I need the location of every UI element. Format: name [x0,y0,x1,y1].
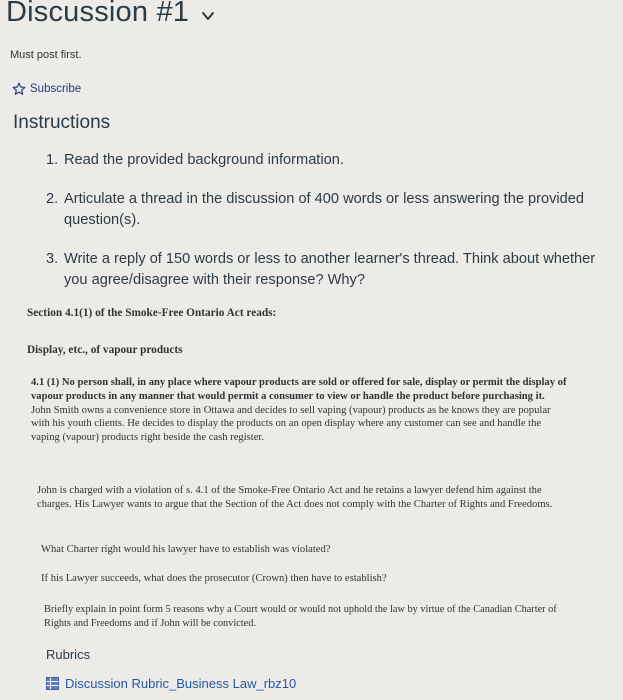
list-item: 2. Articulate a thread in the discussion of 400 words or less answering the provided question(s). [46,191,584,228]
list-item: 3. Write a reply of 150 words or less to another learner's thread. Think about whether you agree/disagree with their response? Why? [46,251,596,288]
subscribe-label: Subscribe [30,83,82,95]
table-icon [46,677,59,690]
display-heading: Display, etc., of vapour products [27,344,183,356]
chevron-down-icon[interactable] [201,9,215,23]
provision-text: 4.1 (1) No person shall, in any place where vapour products are sold or offered for sale, display or permit the display of vapour products in any manner that would permit a consumer to view or handle the product before purchasing it. [31,377,567,402]
rubric-link[interactable] [46,676,296,691]
page-header [6,0,215,29]
question-2: If his Lawyer succeeds, what does the prosecutor (Crown) then have to establish? [41,573,387,584]
scenario-text: John Smith owns a convenience store in Ottawa and decides to sell vaping (vapour) products as he knows they are popular with his youth clients. He decides to display the products on an open display where any customer can see and handle the vaping (vapour) products right beside the cash register. [31,404,551,444]
charge-text: John is charged with a violation of s. 4.1 of the Smoke-Free Ontario Act and he retains a lawyer defend him against the charges. His Lawyer wants to argue that the Section of the Act does not comply with the Charter of Rights and Freedoms. [37,485,553,510]
list-item: 1. Read the provided background information. [46,152,344,168]
star-icon [12,82,26,96]
rubric-link-label: Discussion Rubric_Business Law_rbz10 [65,676,297,691]
instructions-heading: Instructions [13,112,111,133]
provision-and-scenario [31,376,571,445]
question-3: Briefly explain in point form 5 reasons why a Court would or would not uphold the law by virtue of the Canadian Charter of Rights and Freedoms and if John will be convicted. [44,604,557,629]
rubrics-heading: Rubrics [46,647,91,662]
section-heading: Section 4.1(1) of the Smoke-Free Ontario Act reads: [27,307,277,319]
subscribe-button[interactable] [12,82,81,96]
must-post-first-notice: Must post first. [10,49,82,61]
question-1: What Charter right would his lawyer have to establish was violated? [41,544,331,555]
page-title: Discussion #1 [6,0,190,28]
instructions-list [46,150,596,291]
